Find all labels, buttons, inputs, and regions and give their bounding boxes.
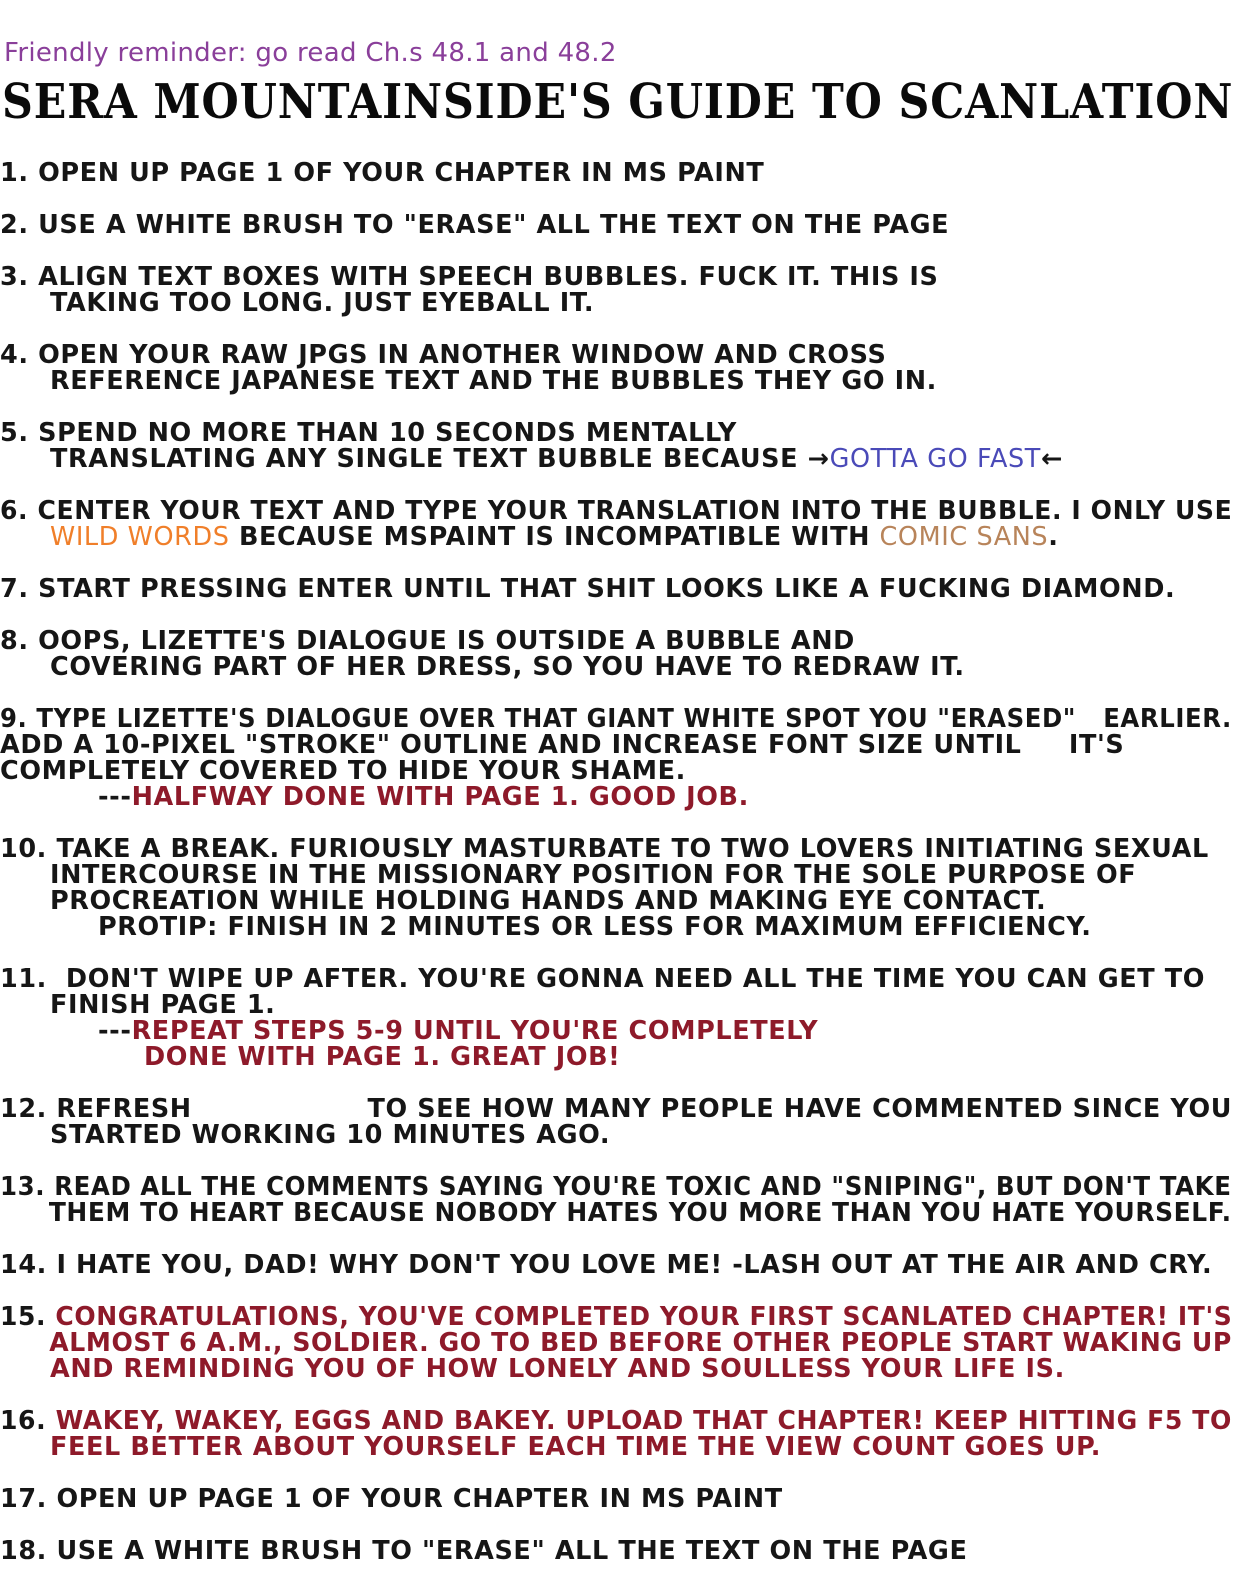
reminder-text: Friendly reminder: go read Ch.s 48.1 and 48.2	[4, 38, 617, 68]
step-8-line-1: 8. OOPS, LIZETTE'S DIALOGUE IS OUTSIDE A BUBBLE AND	[0, 626, 855, 656]
step-4-line-1: 4. OPEN YOUR RAW JPGS IN ANOTHER WINDOW AND CROSS	[0, 340, 887, 370]
step-9-line-3: COMPLETELY COVERED TO HIDE YOUR SHAME.	[0, 756, 686, 786]
page-title: SERA MOUNTAINSIDE'S GUIDE TO SCANLATION	[2, 74, 1234, 130]
step-9-line-1: 9. TYPE LIZETTE'S DIALOGUE OVER THAT GIANT WHITE SPOT YOU "ERASED" EARLIER.	[0, 704, 1232, 734]
halfway-done-text: HALFWAY DONE WITH PAGE 1. GOOD JOB.	[131, 782, 749, 812]
step-10-protip: PROTIP: FINISH IN 2 MINUTES OR LESS FOR MAXIMUM EFFICIENCY.	[98, 912, 1092, 942]
step-4-line-2: REFERENCE JAPANESE TEXT AND THE BUBBLES THEY GO IN.	[50, 366, 937, 396]
step-12-line-2: STARTED WORKING 10 MINUTES AGO.	[50, 1120, 611, 1150]
step-13-line-1: 13. READ ALL THE COMMENTS SAYING YOU'RE TOXIC AND "SNIPING", BUT DON'T TAKE	[0, 1172, 1232, 1202]
step-9-dashes: ---	[98, 782, 132, 812]
step-17: 17. OPEN UP PAGE 1 OF YOUR CHAPTER IN MS PAINT	[0, 1484, 783, 1514]
step-6-middle-text: BECAUSE MSPAINT IS INCOMPATIBLE WITH	[229, 522, 880, 552]
step-12-line-1	[0, 1096, 1232, 1122]
step-6-line-2	[0, 524, 1059, 550]
step-11-line-2: FINISH PAGE 1.	[50, 990, 276, 1020]
step-13-line-2: THEM TO HEART BECAUSE NOBODY HATES YOU MORE THAN YOU HATE YOURSELF.	[48, 1198, 1232, 1228]
arrow-right-icon: →	[807, 444, 830, 474]
step-11-dashes: ---	[98, 1016, 132, 1046]
arrow-left-icon: ←	[1040, 444, 1063, 474]
step-16-text: WAKEY, WAKEY, EGGS AND BAKEY. UPLOAD THAT CHAPTER! KEEP HITTING F5 TO	[55, 1406, 1232, 1436]
step-5-line-2	[0, 446, 1063, 472]
step-10-line-1: 10. TAKE A BREAK. FURIOUSLY MASTURBATE TO TWO LOVERS INITIATING SEXUAL	[0, 834, 1209, 864]
step-5-text: TRANSLATING ANY SINGLE TEXT BUBBLE BECAUSE	[50, 444, 799, 474]
step-1: 1. OPEN UP PAGE 1 OF YOUR CHAPTER IN MS PAINT	[0, 158, 765, 188]
step-15-line-1	[0, 1304, 1232, 1330]
step-12-refresh-text: 12. REFRESH	[0, 1094, 192, 1124]
comic-sans-text: COMIC SANS	[879, 522, 1049, 552]
wild-words-text: WILD WORDS	[50, 522, 230, 552]
step-15-text: CONGRATULATIONS, YOU'VE COMPLETED YOUR FIRST SCANLATED CHAPTER! IT'S	[55, 1302, 1233, 1332]
step-9-line-4	[0, 784, 749, 810]
step-5-line-1: 5. SPEND NO MORE THAN 10 SECONDS MENTALLY	[0, 418, 737, 448]
step-8-line-2: COVERING PART OF HER DRESS, SO YOU HAVE TO REDRAW IT.	[50, 652, 965, 682]
step-6-period: .	[1048, 522, 1059, 552]
gotta-go-fast-text: GOTTA GO FAST	[829, 444, 1041, 474]
step-6-line-1: 6. CENTER YOUR TEXT AND TYPE YOUR TRANSLATION INTO THE BUBBLE. I ONLY USE	[0, 496, 1233, 526]
step-11-line-3	[0, 1018, 818, 1044]
step-16-line-1	[0, 1408, 1232, 1434]
repeat-steps-text: REPEAT STEPS 5-9 UNTIL YOU'RE COMPLETELY	[131, 1016, 819, 1046]
step-12-rest-text: TO SEE HOW MANY PEOPLE HAVE COMMENTED SINCE YOU	[367, 1094, 1233, 1124]
step-16-line-2: FEEL BETTER ABOUT YOURSELF EACH TIME THE VIEW COUNT GOES UP.	[50, 1432, 1101, 1462]
step-9-line-2: ADD A 10-PIXEL "STROKE" OUTLINE AND INCREASE FONT SIZE UNTIL IT'S	[0, 730, 1125, 760]
step-10-line-3: PROCREATION WHILE HOLDING HANDS AND MAKING EYE CONTACT.	[50, 886, 1047, 916]
step-15-number: 15.	[0, 1302, 47, 1332]
step-11-line-4: DONE WITH PAGE 1. GREAT JOB!	[144, 1042, 621, 1072]
step-16-number: 16.	[0, 1406, 47, 1436]
step-15-line-2: ALMOST 6 A.M., SOLDIER. GO TO BED BEFORE OTHER PEOPLE START WAKING UP	[49, 1328, 1232, 1358]
step-14: 14. I HATE YOU, DAD! WHY DON'T YOU LOVE ME! -LASH OUT AT THE AIR AND CRY.	[0, 1250, 1213, 1280]
step-10-line-2: INTERCOURSE IN THE MISSIONARY POSITION FOR THE SOLE PURPOSE OF	[50, 860, 1137, 890]
step-3-line-1: 3. ALIGN TEXT BOXES WITH SPEECH BUBBLES. FUCK IT. THIS IS	[0, 262, 939, 292]
step-15-line-3: AND REMINDING YOU OF HOW LONELY AND SOULLESS YOUR LIFE IS.	[50, 1354, 1065, 1384]
step-2: 2. USE A WHITE BRUSH TO "ERASE" ALL THE TEXT ON THE PAGE	[0, 210, 950, 240]
step-11-line-1: 11. DON'T WIPE UP AFTER. YOU'RE GONNA NEED ALL THE TIME YOU CAN GET TO	[0, 964, 1205, 994]
step-7: 7. START PRESSING ENTER UNTIL THAT SHIT LOOKS LIKE A FUCKING DIAMOND.	[0, 574, 1176, 604]
step-3-line-2: TAKING TOO LONG. JUST EYEBALL IT.	[50, 288, 595, 318]
step-18: 18. USE A WHITE BRUSH TO "ERASE" ALL THE TEXT ON THE PAGE	[0, 1536, 968, 1566]
